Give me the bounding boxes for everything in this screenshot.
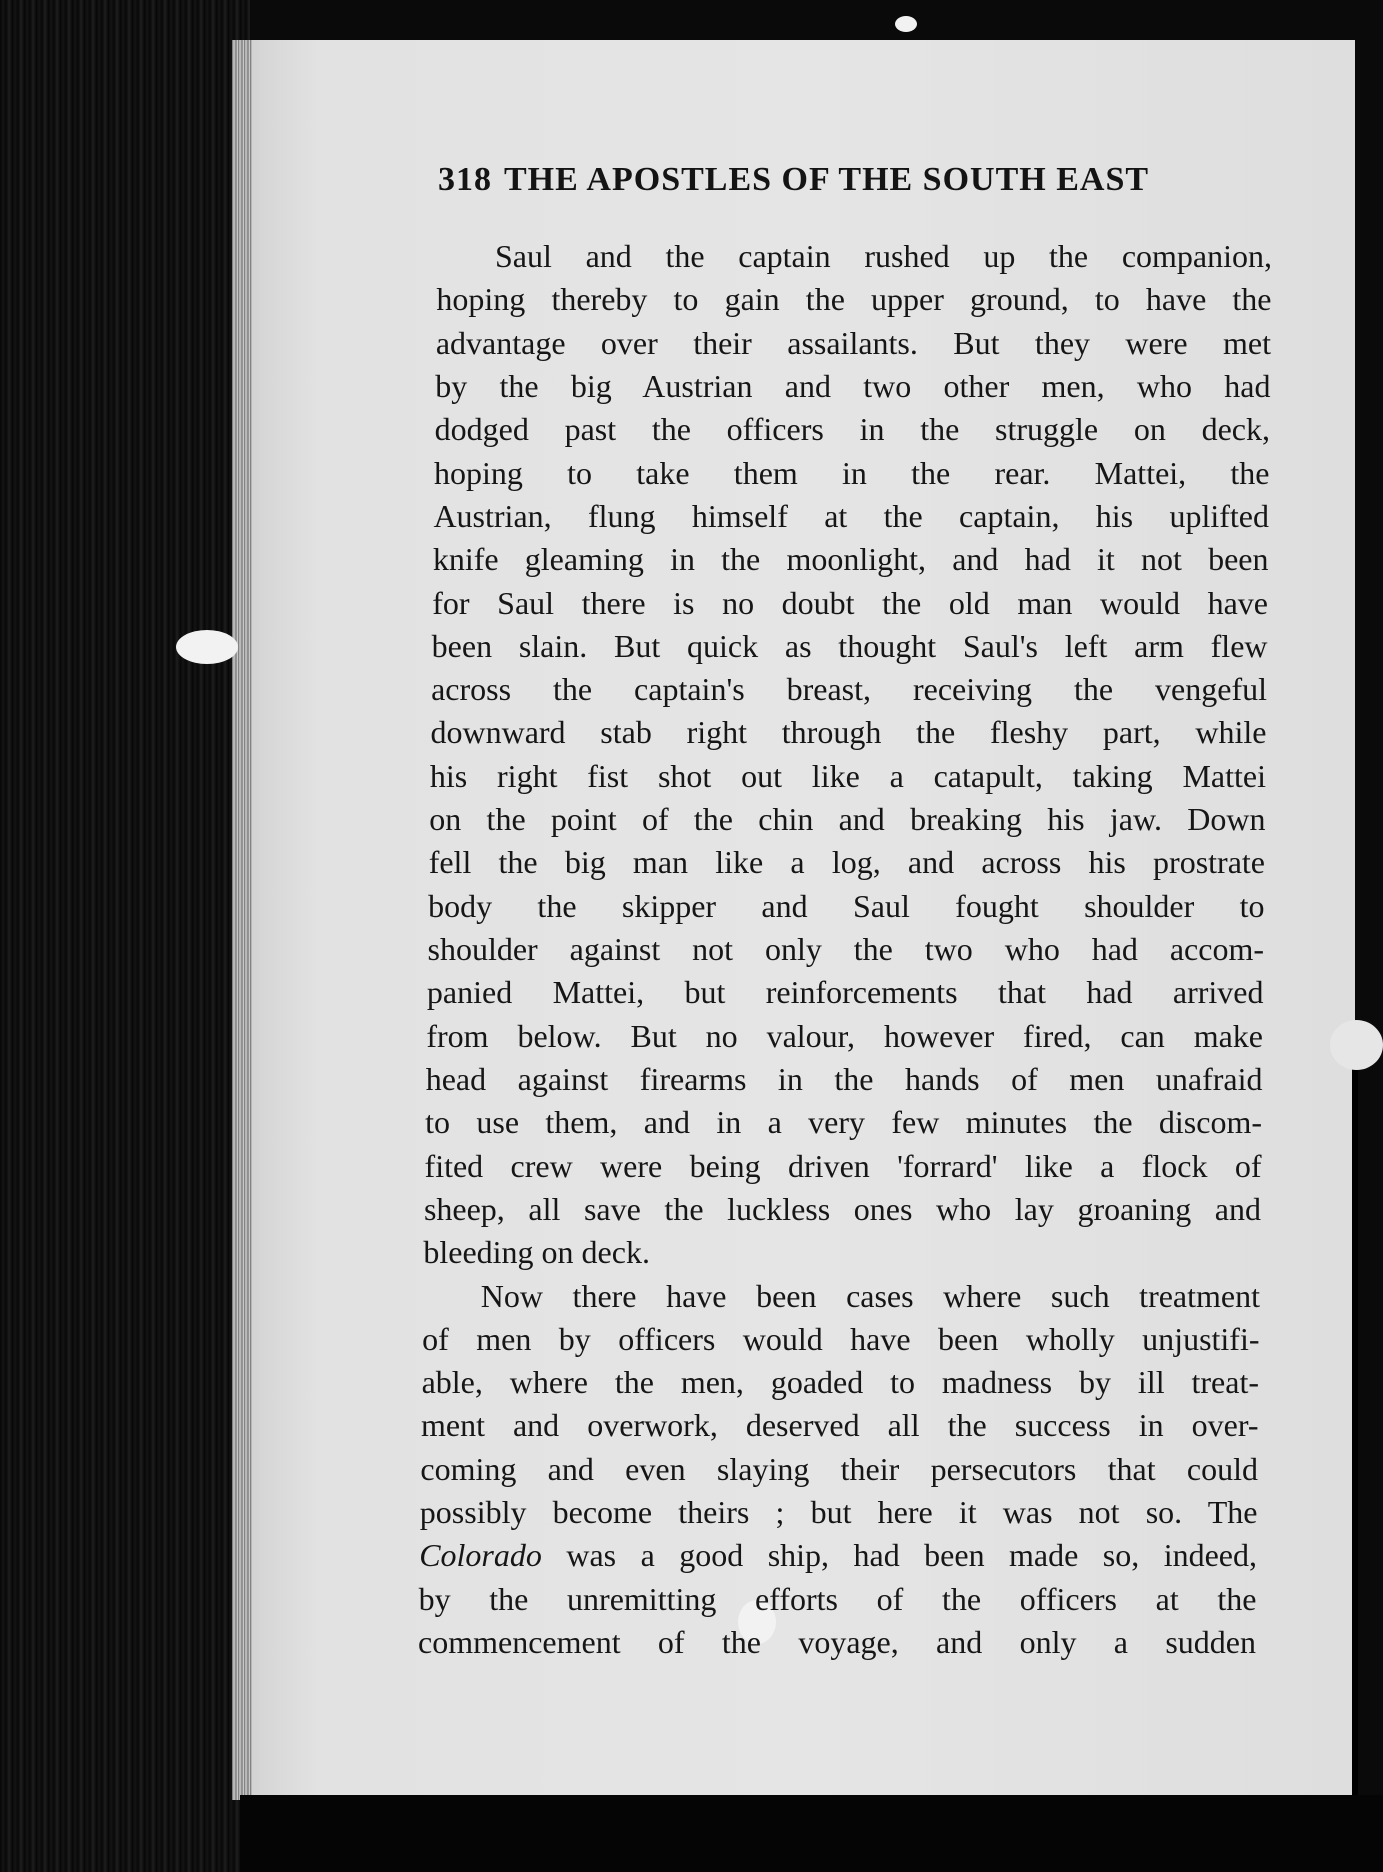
scan-border-bottom	[240, 1795, 1383, 1872]
text-line: across the captain's breast, receiving the vengeful	[431, 671, 1267, 708]
text-line: dodged past the officers in the struggle on deck,	[434, 411, 1270, 448]
page-edge	[232, 40, 254, 1800]
text-span: was a good ship, had been made so, indeed,	[541, 1537, 1257, 1574]
text-line: sheep, all save the luckless ones who lay groaning and	[423, 1190, 1261, 1227]
text-line: ment and overwork, deserved all the success in over-	[420, 1407, 1259, 1444]
text-line: panied Mattei, but reinforcements that had arrived	[426, 974, 1264, 1011]
text-line: shoulder against not only the two who had accom-	[427, 931, 1264, 967]
text-line: for Saul there is no doubt the old man would have	[432, 584, 1268, 621]
book-spine-shadow	[0, 0, 250, 1872]
scan-border-right	[1352, 1060, 1358, 1800]
text-line: coming and even slaying their persecutors that could	[420, 1450, 1258, 1487]
text-line: head against firearms in the hands of men unafraid	[425, 1060, 1263, 1097]
text-line: of men by officers would have been wholly unjustifi-	[422, 1320, 1260, 1357]
text-line: able, where the men, goaded to madness by ill treat-	[421, 1364, 1259, 1401]
text-line: fited crew were being driven 'forrard' like a flock of	[424, 1147, 1262, 1184]
text-line: by the unremitting efforts of the officers at the	[418, 1580, 1257, 1617]
text-line: fell the big man like a log, and across his prostrate	[428, 844, 1265, 881]
scan-speck	[1330, 1020, 1383, 1070]
running-title: THE APOSTLES OF THE SOUTH EAST	[504, 161, 1150, 198]
text-line: bleeding on deck.	[423, 1234, 650, 1271]
text-line: downward stab right through the fleshy part, while	[430, 714, 1267, 751]
text-line	[419, 1535, 1257, 1575]
text-line: advantage over their assailants. But they were met	[435, 324, 1271, 361]
text-line: knife gleaming in the moonlight, and had it not been	[432, 541, 1269, 578]
text-line: hoping to take them in the rear. Mattei, the	[434, 454, 1270, 491]
text-line: hoping thereby to gain the upper ground, to have the	[436, 281, 1272, 318]
text-line: by the big Austrian and two other men, who had	[435, 367, 1271, 404]
page-number: 318	[438, 161, 492, 198]
text-line: Austrian, flung himself at the captain, his uplifted	[433, 497, 1269, 534]
scan-speck	[895, 16, 917, 32]
scan-speck	[176, 630, 238, 664]
running-head	[438, 161, 1218, 199]
text-line: Now there have been cases where such treatment	[480, 1277, 1260, 1314]
text-line: body the skipper and Saul fought shoulder to	[428, 887, 1265, 924]
text-line: his right fist shot out like a catapult, taking Mattei	[429, 757, 1266, 794]
text-line: possibly become theirs ; but here it was not so. The	[419, 1494, 1258, 1531]
text-line: on the point of the chin and breaking his jaw. Down	[429, 801, 1266, 838]
text-line: to use them, and in a very few minutes the discom-	[425, 1104, 1262, 1141]
text-line: commencement of the voyage, and only a sudden	[418, 1624, 1256, 1660]
text-line: from below. But no valour, however fired, can make	[426, 1017, 1263, 1054]
italic-ship-name: Colorado	[419, 1537, 542, 1574]
text-line: been slain. But quick as thought Saul's left arm flew	[431, 627, 1268, 664]
text-line: Saul and the captain rushed up the companion,	[495, 238, 1272, 274]
